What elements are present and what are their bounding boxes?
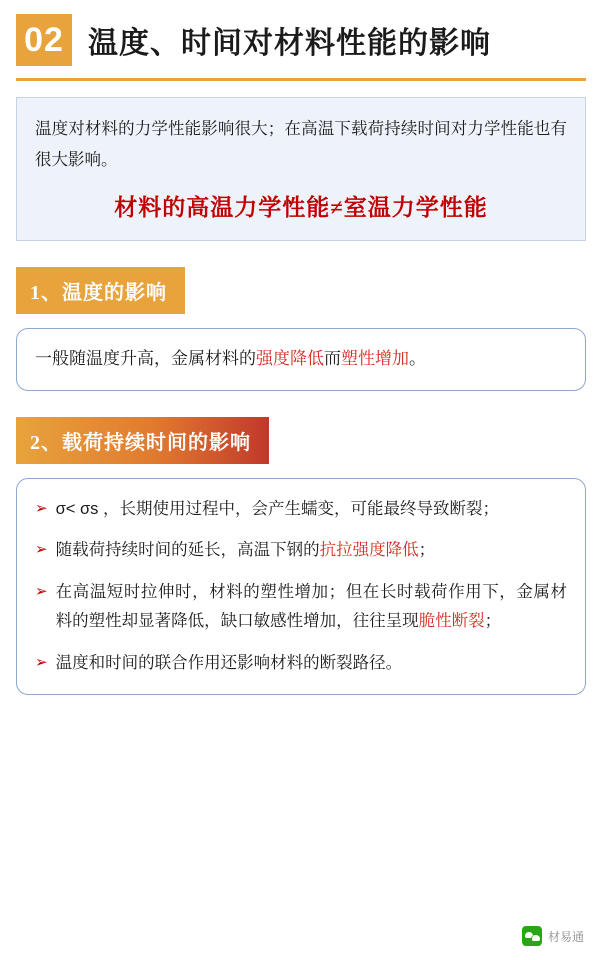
section-1-text xyxy=(35,345,567,374)
section-1-text-suffix: 。 xyxy=(409,348,426,368)
list-item-text xyxy=(56,578,567,636)
list-item xyxy=(35,495,567,524)
header-divider xyxy=(16,78,586,81)
intro-panel xyxy=(16,97,586,241)
list-item-segment: ； xyxy=(418,541,436,560)
section-1-highlight-2: 塑性增加 xyxy=(341,348,409,368)
footer-brand xyxy=(522,926,584,946)
list-item-segment: ； xyxy=(484,612,502,631)
list-item-segment: σ< σs ，长期使用过程中，会产生蠕变，可能最终导致断裂； xyxy=(55,499,499,518)
list-item-segment: 在高温短时拉伸时，材料的塑性增加；但在长时载荷作用下，金属材料的塑性却显著降低，缺口敏感性增加，往往呈现 xyxy=(55,583,567,631)
section-2-box xyxy=(16,478,586,695)
intro-formula: 材料的高温力学性能≠室温力学性能 xyxy=(114,194,488,220)
list-item xyxy=(35,649,567,678)
page-title: 温度、时间对材料性能的影响 xyxy=(88,27,491,60)
section-1-text-mid: 而 xyxy=(324,348,341,368)
bullet-arrow-icon: ➢ xyxy=(35,654,48,672)
section-1-text-prefix: 一般随温度升高，金属材料的 xyxy=(35,348,256,368)
footer-brand-text: 材易通 xyxy=(547,929,584,944)
section-number-badge: 02 xyxy=(16,14,72,66)
section-1-box xyxy=(16,328,586,391)
wechat-icon xyxy=(522,926,542,946)
page-header xyxy=(0,0,600,76)
intro-paragraph: 温度对材料的力学性能影响很大；在高温下载荷持续时间对力学性能也有很大影响。 xyxy=(35,120,567,170)
list-item-segment: 随载荷持续时间的延长，高温下钢的 xyxy=(55,541,320,560)
list-item xyxy=(35,536,567,565)
section-1-highlight-1: 强度降低 xyxy=(256,348,324,368)
list-item-highlight: 脆性断裂 xyxy=(418,612,485,631)
bullet-arrow-icon: ➢ xyxy=(35,499,48,517)
list-item-text xyxy=(56,495,567,524)
list-item xyxy=(35,578,567,636)
list-item-text xyxy=(56,649,567,678)
section-heading-2: 2、载荷持续时间的影响 xyxy=(16,417,269,464)
bullet-arrow-icon: ➢ xyxy=(35,583,48,601)
list-item-segment: 温度和时间的联合作用还影响材料的断裂路径。 xyxy=(55,654,403,673)
bullet-arrow-icon: ➢ xyxy=(35,541,48,559)
list-item-text xyxy=(56,536,567,565)
section-heading-1: 1、温度的影响 xyxy=(16,267,185,314)
section-2-bullet-list xyxy=(35,495,567,678)
list-item-highlight: 抗拉强度降低 xyxy=(319,541,419,560)
